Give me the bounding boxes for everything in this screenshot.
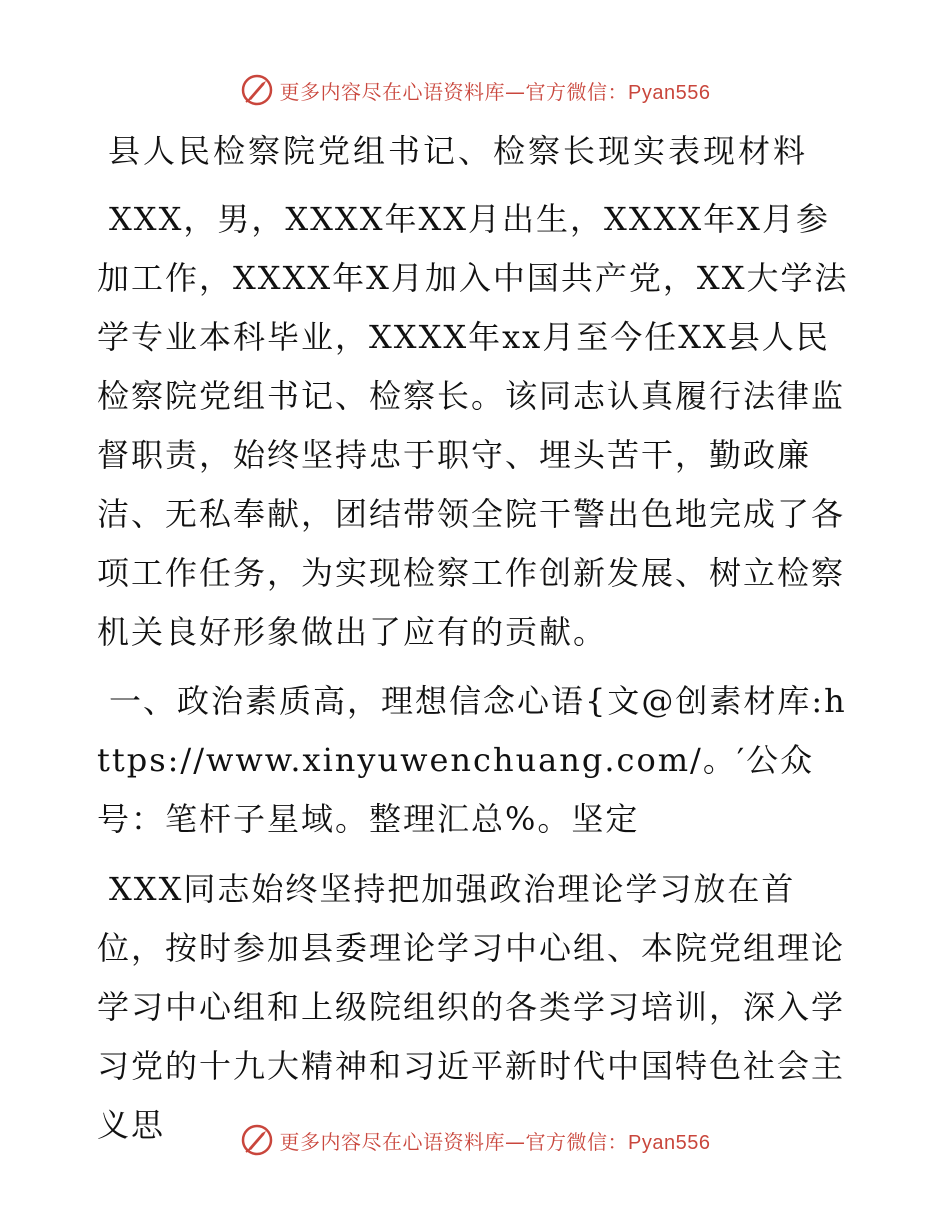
watermark-separator: — bbox=[505, 1129, 526, 1154]
paragraph-section-heading: 一、政治素质高，理想信念心语{文@创素材库:https://www.xinyuwenchuang.com/。′公众号：笔杆子星域。整理汇总%。坚定 bbox=[97, 682, 847, 838]
watermark-official: 官方微信： bbox=[525, 1129, 629, 1154]
watermark-separator: — bbox=[505, 79, 526, 104]
footer-watermark bbox=[0, 1120, 950, 1160]
quill-pen-logo-icon bbox=[240, 73, 274, 107]
watermark-text bbox=[280, 1126, 711, 1155]
watermark-official: 官方微信： bbox=[525, 79, 629, 104]
watermark-wechat-id: Pyan556 bbox=[628, 1131, 711, 1154]
watermark-site: 更多内容尽在心语资料库 bbox=[279, 79, 506, 104]
quill-pen-logo-icon bbox=[240, 1123, 274, 1157]
header-watermark bbox=[0, 70, 950, 110]
document-title: 县人民检察院党组书记、检察长现实表现材料 bbox=[108, 132, 809, 170]
watermark-site: 更多内容尽在心语资料库 bbox=[279, 1129, 506, 1154]
watermark-text bbox=[280, 76, 711, 105]
paragraph-body: XXX同志始终坚持把加强政治理论学习放在首位，按时参加县委理论学习中心组、本院党组理论学习中心组和上级院组织的各类学习培训，深入学习党的十九大精神和习近平新时代中国特色社会主义思 bbox=[97, 870, 846, 1144]
paragraph-intro: XXX，男，XXXX年XX月出生，XXXX年X月参加工作，XXXX年X月加入中国共产党，XX大学法学专业本科毕业，XXXX年xx月至今任XX县人民检察院党组书记、检察长。该同志认真履行法律监督职责，始终坚持忠于职守、埋头苦干，勤政廉洁、无私奉献，团结带领全院干警出色地完成了各项工作任务，为实现检察工作创新发展、树立检察机关良好形象做出了应有的贡献。 bbox=[97, 200, 849, 651]
watermark-wechat-id: Pyan556 bbox=[628, 81, 711, 104]
